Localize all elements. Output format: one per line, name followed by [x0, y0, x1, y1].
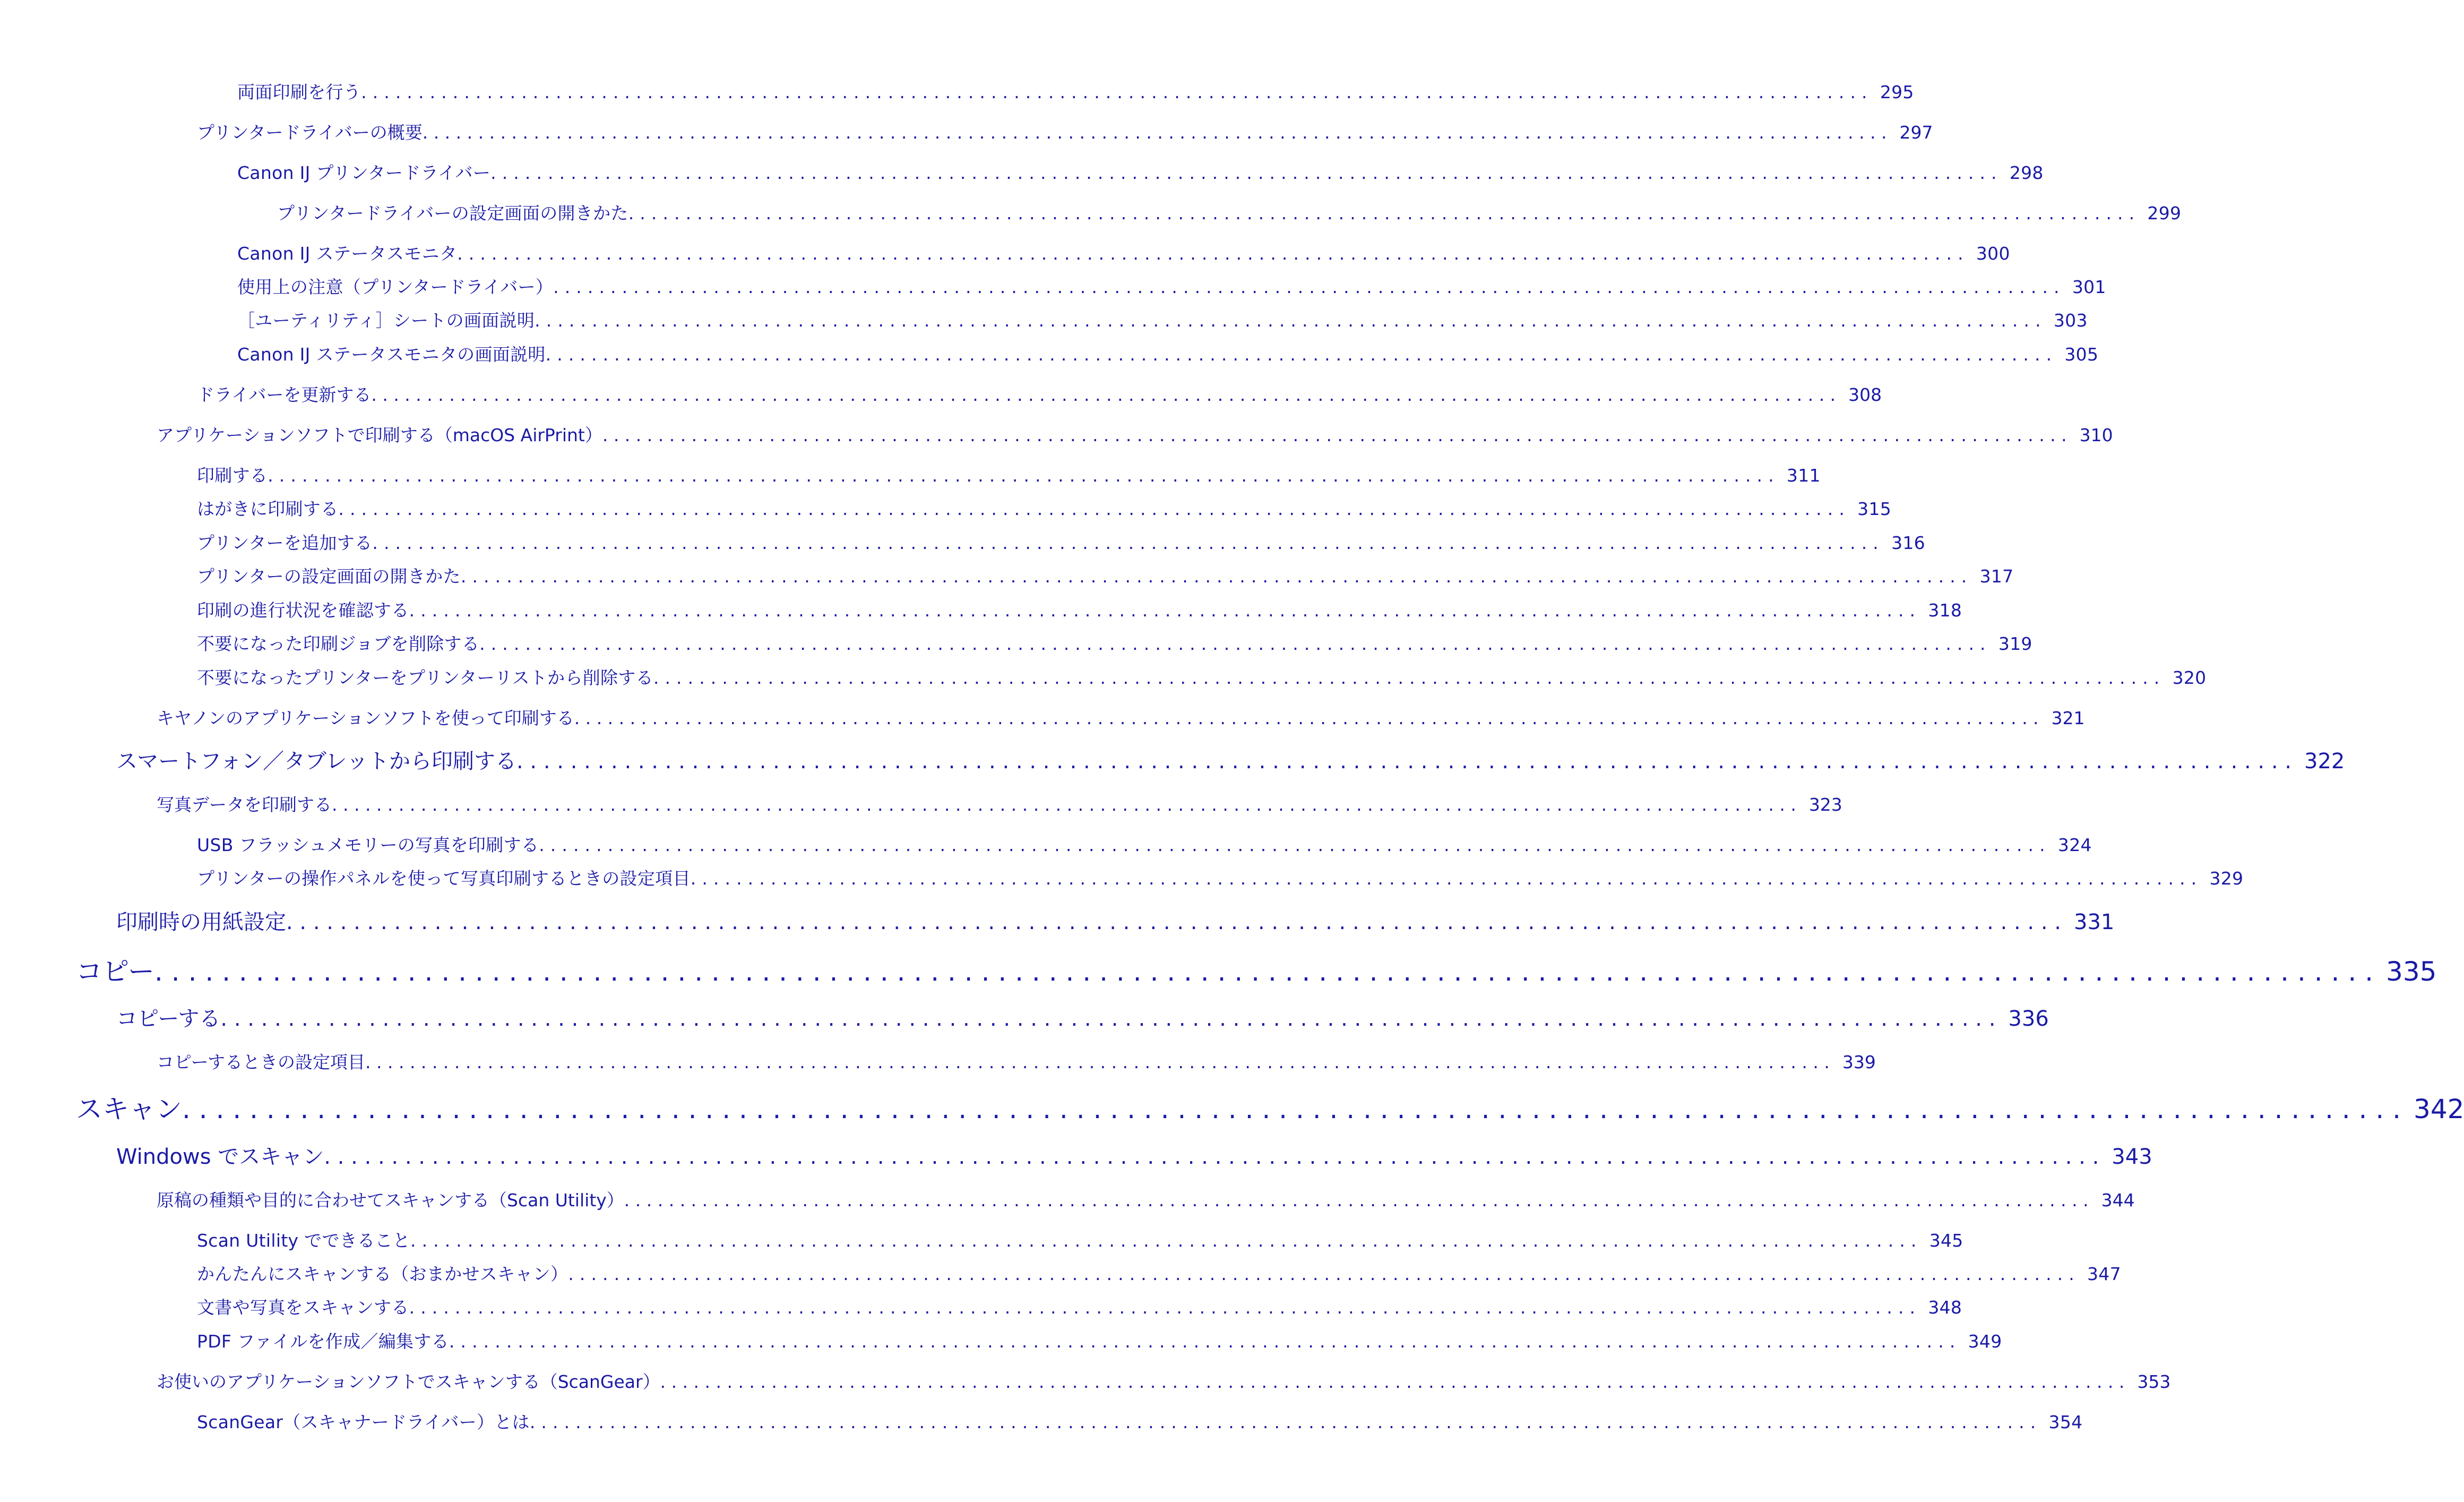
- dot-leader: [371, 384, 1836, 405]
- toc-entry-title: Scan Utility でできること: [197, 1230, 410, 1251]
- dot-leader: [479, 633, 1986, 654]
- toc-entry-print[interactable]: [0, 462, 1821, 487]
- toc-page-number: 295: [1880, 82, 1914, 102]
- dot-leader: [628, 203, 2135, 224]
- dot-leader: [332, 794, 1796, 815]
- toc-entry-status-monitor-screen[interactable]: [0, 341, 2099, 366]
- toc-page-number: 342: [2414, 1094, 2464, 1125]
- toc-entry-copy[interactable]: [0, 1002, 2049, 1032]
- toc-page-number: 345: [1929, 1230, 1963, 1251]
- toc-entry-remove-printer[interactable]: [0, 664, 2207, 689]
- toc-entry-scan-utility-section[interactable]: [0, 1187, 2135, 1212]
- dot-leader: [154, 956, 2373, 987]
- dot-leader: [624, 1190, 2089, 1211]
- dot-leader: [220, 1007, 1995, 1031]
- toc-page-number: 339: [1842, 1052, 1876, 1072]
- toc-page-number: 308: [1848, 384, 1882, 405]
- toc-page-number: 353: [2137, 1371, 2171, 1392]
- toc-entry-scan-utility-features[interactable]: [0, 1227, 1963, 1252]
- toc-entry-copy-chapter[interactable]: [0, 950, 2437, 989]
- toc-entry-title: スキャン: [76, 1094, 182, 1125]
- toc-entry-title: 印刷の進行状況を確認する: [197, 600, 409, 621]
- dot-leader: [553, 277, 2060, 297]
- toc-entry-scan-chapter[interactable]: [0, 1088, 2464, 1126]
- toc-entry-title: Canon IJ プリンタードライバー: [237, 162, 491, 183]
- toc-entry-title: PDF ファイルを作成／編集する: [197, 1331, 449, 1352]
- dot-leader: [365, 1052, 1830, 1072]
- toc-entry-driver-settings-open[interactable]: [0, 200, 2182, 225]
- dot-leader: [530, 1412, 2036, 1432]
- dot-leader: [535, 310, 2041, 331]
- toc-entry-utility-sheet[interactable]: [0, 307, 2088, 332]
- toc-entry-title: コピーするときの設定項目: [157, 1052, 366, 1072]
- toc-entry-add-printer[interactable]: [0, 529, 1925, 554]
- toc-page-number: 321: [2051, 708, 2085, 728]
- dot-leader: [423, 122, 1887, 143]
- toc-entry-title: Canon IJ ステータスモニタ: [237, 243, 458, 264]
- toc-page-number: 343: [2112, 1145, 2152, 1169]
- toc-page-number: 303: [2053, 310, 2088, 331]
- toc-entry-title: 印刷時の用紙設定: [116, 910, 286, 934]
- toc-page-number: 335: [2386, 956, 2437, 987]
- toc-entry-title: 写真データを印刷する: [157, 794, 332, 815]
- dot-leader: [338, 499, 1845, 519]
- toc-page-number: 336: [2008, 1007, 2049, 1031]
- dot-leader: [449, 1331, 1955, 1352]
- toc-entry-title: 文書や写真をスキャンする: [197, 1297, 409, 1318]
- toc-entry-title: 印刷する: [197, 465, 268, 486]
- dot-leader: [409, 1297, 1916, 1318]
- dot-leader: [182, 1094, 2401, 1125]
- dot-leader: [691, 868, 2197, 889]
- dot-leader: [409, 600, 1916, 621]
- toc-entry-title: プリンターを追加する: [197, 533, 373, 553]
- toc-entry-usage-notes[interactable]: [0, 273, 2106, 298]
- toc-page-number: 305: [2064, 344, 2099, 365]
- toc-page-number: 323: [1808, 794, 1842, 815]
- toc-entry-driver-update[interactable]: [0, 381, 1882, 406]
- dot-leader: [286, 910, 2061, 934]
- dot-leader: [574, 708, 2039, 728]
- dot-leader: [490, 162, 1997, 183]
- toc-page-number: 310: [2079, 425, 2113, 445]
- toc-entry-title: アプリケーションソフトで印刷する（macOS AirPrint）: [157, 425, 602, 445]
- toc-page-number: 316: [1891, 533, 1925, 553]
- toc-page-number: 298: [2009, 162, 2044, 183]
- toc-page-number: 348: [1928, 1297, 1962, 1318]
- toc-page-number: 322: [2304, 749, 2345, 774]
- toc-entry-document-photo-scan[interactable]: [0, 1294, 1962, 1319]
- toc-entry-title: 使用上の注意（プリンタードライバー）: [237, 277, 554, 297]
- toc-page-number: 300: [1976, 243, 2010, 264]
- toc-entry-paper-settings[interactable]: [0, 905, 2115, 935]
- toc-page-number: 301: [2072, 277, 2106, 297]
- toc-entry-title: 両面印刷を行う: [237, 82, 361, 102]
- toc-entry-title: キヤノンのアプリケーションソフトを使って印刷する: [157, 708, 574, 728]
- dot-leader: [461, 566, 1967, 587]
- toc-entry-pdf-create-edit[interactable]: [0, 1328, 2002, 1353]
- toc-entry-canon-app-print[interactable]: [0, 705, 2085, 729]
- dot-leader: [268, 465, 1774, 486]
- toc-entry-title: プリンタードライバーの設定画面の開きかた: [277, 203, 628, 224]
- toc-entry-panel-photo-settings[interactable]: [0, 865, 2244, 890]
- toc-entry-title: スマートフォン／タブレットから印刷する: [116, 749, 516, 774]
- toc-entry-title: ScanGear（スキャナードライバー）とは: [197, 1412, 530, 1432]
- toc-entry-title: コピー: [76, 956, 154, 987]
- dot-leader: [568, 1264, 2074, 1284]
- dot-leader: [516, 749, 2291, 774]
- toc-entry-title: USB フラッシュメモリーの写真を印刷する: [197, 835, 539, 855]
- toc-page-number: 317: [1979, 566, 2014, 587]
- toc-page-number: 297: [1899, 122, 1933, 143]
- toc-entry-title: 原稿の種類や目的に合わせてスキャンする（Scan Utility）: [157, 1190, 624, 1211]
- toc-entry-smartphone-print[interactable]: [0, 744, 2345, 775]
- dot-leader: [602, 425, 2067, 445]
- toc-entry-scangear-about[interactable]: [0, 1409, 2083, 1434]
- toc-entry-delete-print-job[interactable]: [0, 630, 2032, 655]
- toc-page-number: 329: [2209, 868, 2244, 889]
- toc-entry-printer-settings-open[interactable]: [0, 563, 2014, 588]
- toc-entry-photo-data-print[interactable]: [0, 791, 1842, 816]
- toc-page-number: 315: [1857, 499, 1891, 519]
- dot-leader: [410, 1230, 1917, 1251]
- toc-entry-title: プリンターの設定画面の開きかた: [197, 566, 461, 587]
- toc-entry-canon-ij-driver[interactable]: [0, 159, 2044, 184]
- toc-entry-title: はがきに印刷する: [197, 499, 339, 519]
- toc-entry-title: ［ユーティリティ］シートの画面説明: [237, 310, 535, 331]
- toc-entry-title: ドライバーを更新する: [197, 384, 372, 405]
- toc-entry-title: Canon IJ ステータスモニタの画面説明: [237, 344, 546, 365]
- toc-entry-auto-scan[interactable]: [0, 1260, 2121, 1285]
- toc-entry-ryomen-insatsu[interactable]: [0, 79, 1914, 104]
- toc-entry-macos-airprint[interactable]: [0, 422, 2113, 447]
- toc-entry-title: 不要になった印刷ジョブを削除する: [197, 633, 480, 654]
- toc-entry-title: コピーする: [116, 1007, 221, 1031]
- dot-leader: [653, 667, 2160, 688]
- dot-leader: [324, 1145, 2099, 1169]
- toc-entry-title: Windows でスキャン: [116, 1145, 324, 1169]
- toc-entry-status-monitor[interactable]: [0, 240, 2010, 265]
- toc-entry-copy-settings[interactable]: [0, 1049, 1876, 1074]
- toc-entry-title: お使いのアプリケーションソフトでスキャンする（ScanGear）: [157, 1371, 660, 1392]
- toc-page-number: 319: [1998, 633, 2032, 654]
- dot-leader: [660, 1371, 2125, 1392]
- toc-page-number: 331: [2074, 910, 2115, 934]
- toc-page-number: 318: [1928, 600, 1962, 621]
- toc-entry-usb-photo-print[interactable]: [0, 831, 2092, 856]
- dot-leader: [546, 344, 2052, 365]
- toc-entry-print-progress[interactable]: [0, 597, 1962, 622]
- toc-page-number: 347: [2087, 1264, 2121, 1284]
- toc-page-number: 299: [2147, 203, 2182, 224]
- dot-leader: [361, 82, 1867, 102]
- toc-entry-title: プリンターの操作パネルを使って写真印刷するときの設定項目: [197, 868, 691, 889]
- toc-page-number: 344: [2101, 1190, 2135, 1211]
- dot-leader: [457, 243, 1963, 264]
- dot-leader: [539, 835, 2045, 855]
- toc-entry-postcard-print[interactable]: [0, 495, 1891, 520]
- toc-entry-title: 不要になったプリンターをプリンターリストから削除する: [197, 667, 653, 688]
- toc-page-number: 324: [2057, 835, 2092, 855]
- toc-page-number: 320: [2172, 667, 2207, 688]
- toc-page-number: 349: [1968, 1331, 2002, 1352]
- toc-entry-windows-scan[interactable]: [0, 1140, 2152, 1170]
- toc-page-number: 354: [2048, 1412, 2083, 1432]
- toc-page-number: 311: [1786, 465, 1821, 486]
- toc-entry-scangear-section[interactable]: [0, 1368, 2171, 1393]
- toc-entry-title: プリンタードライバーの概要: [197, 122, 423, 143]
- dot-leader: [372, 533, 1879, 553]
- toc-entry-title: かんたんにスキャンする（おまかせスキャン）: [197, 1264, 568, 1284]
- toc-entry-driver-overview[interactable]: [0, 119, 1933, 144]
